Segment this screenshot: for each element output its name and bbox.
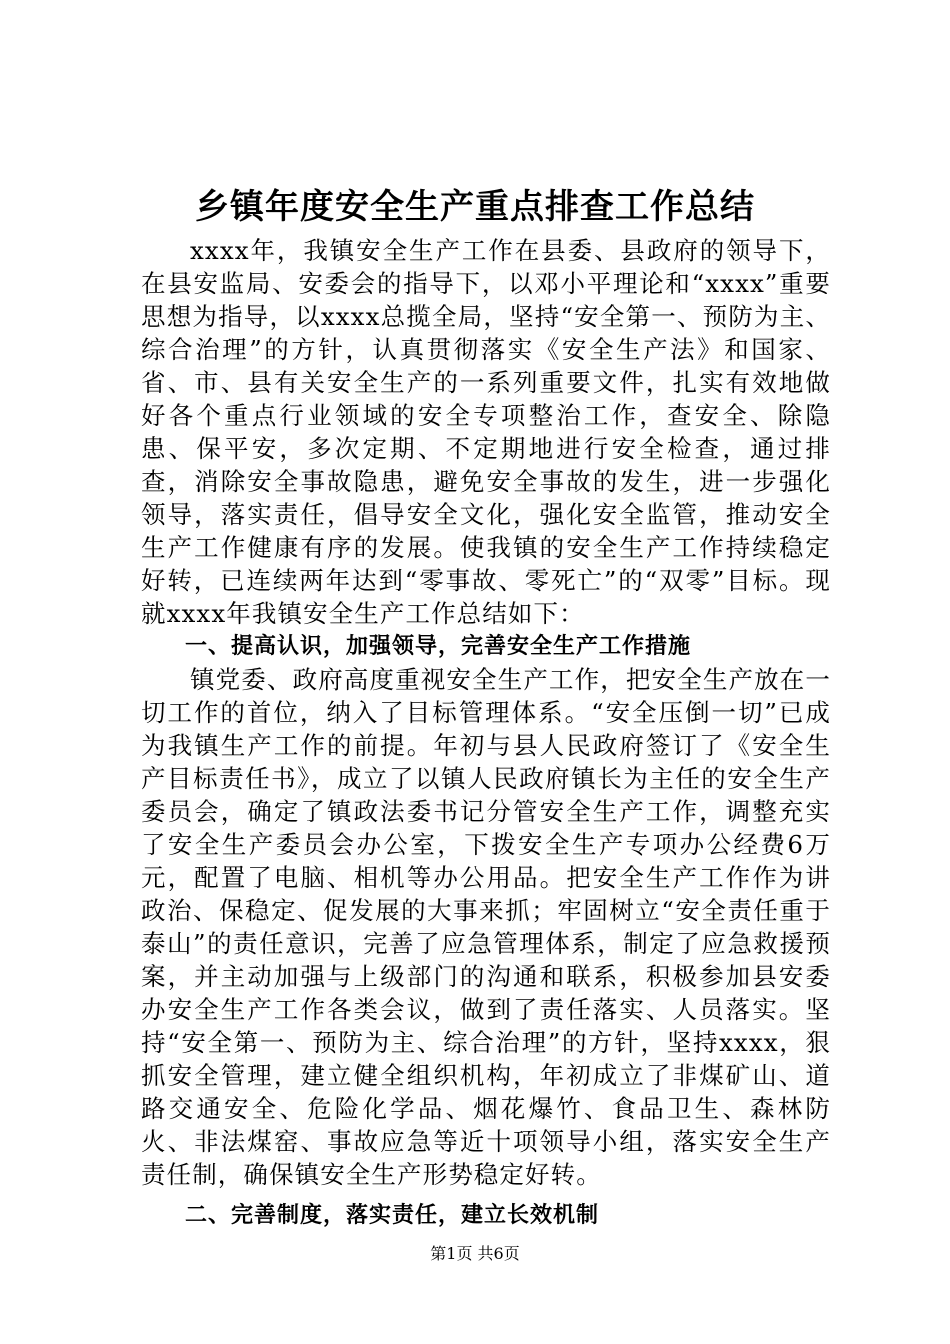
document-title: 乡镇年度安全生产重点排查工作总结 [195, 187, 755, 227]
section-2-heading: 二、完善制度，落实责任，建立长效机制 [185, 1203, 600, 1228]
document-body [141, 234, 831, 1232]
section-1-paragraph: 镇党委、政府高度重视安全生产工作，把安全生产放在一切工作的首位，纳入了目标管理体系。“安全压倒一切”已成为我镇生产工作的前提。年初与县人民政府签订了《安全生产目标责任书》，成立了以镇人民政府镇长为主任的安全生产委员会，确定了镇政法委书记分管安全生产工作，调整充实了安全生产委员会办公室，下拨安全生产专项办公经费6万元，配置了电脑、相机等办公用品。把安全生产工作作为讲政治、保稳定、促发展的大事来抓；牢固树立“安全责任重于泰山”的责任意识，完善了应急管理体系，制定了应急救援预案，并主动加强与上级部门的沟通和联系，积极参加县安委办安全生产工作各类会议，做到了责任落实、人员落实。坚持“安全第一、预防为主、综合治理”的方针，坚持xxxx，狠抓安全管理，建立健全组织机构，年初成立了非煤矿山、道路交通安全、危险化学品、烟花爆竹、食品卫生、森林防火、非法煤窑、事故应急等近十项领导小组，落实安全生产责任制，确保镇安全生产形势稳定好转。 [141, 665, 831, 1189]
page-footer: 第1页 共6页 [430, 1244, 520, 1263]
section-1-heading: 一、提高认识，加强领导，完善安全生产工作措施 [185, 634, 692, 659]
intro-paragraph: xxxx年，我镇安全生产工作在县委、县政府的领导下，在县安监局、安委会的指导下，以邓小平理论和“xxxx”重要思想为指导，以xxxx总揽全局，坚持“安全第一、预防为主、综合治理”的方针，认真贯彻落实《安全生产法》和国家、省、市、县有关安全生产的一系列重要文件，扎实有效地做好各个重点行业领域的安全专项整治工作，查安全、除隐患、保平安，多次定期、不定期地进行安全检查，通过排查，消除安全事故隐患，避免安全事故的发生，进一步强化领导，落实责任，倡导安全文化，强化安全监管，推动安全生产工作健康有序的发展。使我镇的安全生产工作持续稳定好转，已连续两年达到“零事故、零死亡”的“双零”目标。现就xxxx年我镇安全生产工作总结如下： [141, 236, 831, 628]
